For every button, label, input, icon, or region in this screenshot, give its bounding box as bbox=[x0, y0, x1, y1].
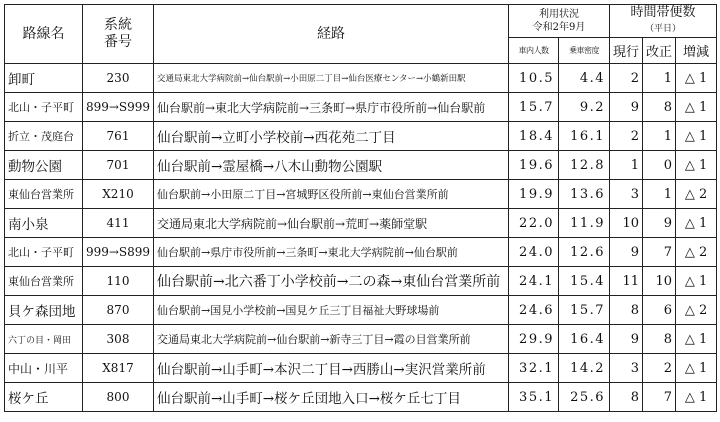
passengers-cell: 24.6 bbox=[509, 296, 559, 325]
revised-cell: 8 bbox=[643, 93, 676, 122]
change-cell: △ 1 bbox=[676, 354, 717, 383]
revised-cell: 6 bbox=[643, 296, 676, 325]
header-current: 現行 bbox=[610, 38, 643, 64]
density-cell: 15.4 bbox=[559, 267, 610, 296]
route-name-cell: 貝ケ森団地 bbox=[5, 296, 83, 325]
revised-cell: 8 bbox=[643, 325, 676, 354]
system-number-cell: 308 bbox=[83, 325, 154, 354]
system-number-cell: 411 bbox=[83, 209, 154, 238]
density-cell: 16.1 bbox=[559, 122, 610, 151]
density-cell: 11.9 bbox=[559, 209, 610, 238]
current-cell: 3 bbox=[610, 180, 643, 209]
route-name-cell: 東仙台営業所 bbox=[5, 180, 83, 209]
table-row bbox=[5, 354, 717, 383]
table-row bbox=[5, 64, 717, 93]
density-cell: 15.7 bbox=[559, 296, 610, 325]
change-cell: △ 1 bbox=[676, 325, 717, 354]
system-number-cell: 899→S999 bbox=[83, 93, 154, 122]
revised-cell: 2 bbox=[643, 354, 676, 383]
change-cell: △ 1 bbox=[676, 122, 717, 151]
system-number-cell: X210 bbox=[83, 180, 154, 209]
current-cell: 3 bbox=[610, 354, 643, 383]
revised-cell: 1 bbox=[643, 180, 676, 209]
route-name-cell: 折立・茂庭台 bbox=[5, 122, 83, 151]
passengers-cell: 18.4 bbox=[509, 122, 559, 151]
route-cell: 交通局東北大学病院前→仙台駅前→小田原二丁目→仙台医療センター→小鶴新田駅 bbox=[154, 64, 509, 93]
route-cell: 仙台駅前→霊屋橋→八木山動物公園駅 bbox=[154, 151, 509, 180]
change-cell: △ 2 bbox=[676, 180, 717, 209]
route-name-cell: 東仙台営業所 bbox=[5, 267, 83, 296]
passengers-cell: 10.5 bbox=[509, 64, 559, 93]
current-cell: 9 bbox=[610, 238, 643, 267]
table-row bbox=[5, 267, 717, 296]
revised-cell: 7 bbox=[643, 383, 676, 412]
system-number-cell: 230 bbox=[83, 64, 154, 93]
header-usage: 利用状況 令和2年9月 bbox=[509, 5, 610, 38]
header-route: 経路 bbox=[154, 5, 509, 64]
route-cell: 仙台駅前→国見小学校前→国見ケ丘三丁目福祉大野球場前 bbox=[154, 296, 509, 325]
route-cell: 交通局東北大学病院前→仙台駅前→新寺三丁目→霞の目営業所前 bbox=[154, 325, 509, 354]
revised-cell: 7 bbox=[643, 238, 676, 267]
current-cell: 2 bbox=[610, 122, 643, 151]
system-number-cell: 761 bbox=[83, 122, 154, 151]
passengers-cell: 22.0 bbox=[509, 209, 559, 238]
header-revised: 改正 bbox=[643, 38, 676, 64]
system-number-cell: 701 bbox=[83, 151, 154, 180]
table-row bbox=[5, 383, 717, 412]
passengers-cell: 35.1 bbox=[509, 383, 559, 412]
system-number-cell: 800 bbox=[83, 383, 154, 412]
route-cell: 仙台駅前→小田原二丁目→宮城野区役所前→東仙台営業所前 bbox=[154, 180, 509, 209]
current-cell: 9 bbox=[610, 325, 643, 354]
table-row bbox=[5, 122, 717, 151]
change-cell: △ 2 bbox=[676, 238, 717, 267]
route-cell: 仙台駅前→山手町→本沢二丁目→西勝山→実沢営業所前 bbox=[154, 354, 509, 383]
route-cell: 仙台駅前→北六番丁小学校前→二の森→東仙台営業所前 bbox=[154, 267, 509, 296]
current-cell: 11 bbox=[610, 267, 643, 296]
current-cell: 8 bbox=[610, 383, 643, 412]
route-name-cell: 動物公園 bbox=[5, 151, 83, 180]
table-row bbox=[5, 209, 717, 238]
density-cell: 14.2 bbox=[559, 354, 610, 383]
revised-cell: 9 bbox=[643, 209, 676, 238]
change-cell: △ 1 bbox=[676, 93, 717, 122]
passengers-cell: 24.0 bbox=[509, 238, 559, 267]
density-cell: 13.6 bbox=[559, 180, 610, 209]
passengers-cell: 15.7 bbox=[509, 93, 559, 122]
passengers-cell: 19.6 bbox=[509, 151, 559, 180]
density-cell: 16.4 bbox=[559, 325, 610, 354]
header-ride-rate: 乗車密度 bbox=[559, 38, 610, 64]
current-cell: 1 bbox=[610, 151, 643, 180]
passengers-cell: 19.9 bbox=[509, 180, 559, 209]
density-cell: 12.8 bbox=[559, 151, 610, 180]
table-row bbox=[5, 151, 717, 180]
bus-route-table bbox=[4, 4, 717, 412]
route-cell: 仙台駅前→県庁市役所前→三条町→東北大学病院前→仙台駅前 bbox=[154, 238, 509, 267]
passengers-cell: 29.9 bbox=[509, 325, 559, 354]
table-row bbox=[5, 180, 717, 209]
passengers-cell: 32.1 bbox=[509, 354, 559, 383]
change-cell: △ 2 bbox=[676, 296, 717, 325]
route-cell: 仙台駅前→山手町→桜ケ丘団地入口→桜ケ丘七丁目 bbox=[154, 383, 509, 412]
current-cell: 8 bbox=[610, 296, 643, 325]
route-name-cell: 南小泉 bbox=[5, 209, 83, 238]
revised-cell: 0 bbox=[643, 151, 676, 180]
route-name-cell: 六丁の目・岡田 bbox=[5, 325, 83, 354]
density-cell: 12.6 bbox=[559, 238, 610, 267]
change-cell: △ 1 bbox=[676, 209, 717, 238]
current-cell: 2 bbox=[610, 64, 643, 93]
change-cell: △ 1 bbox=[676, 383, 717, 412]
table-row bbox=[5, 325, 717, 354]
route-cell: 交通局東北大学病院前→仙台駅前→荒町→薬師堂駅 bbox=[154, 209, 509, 238]
route-cell: 仙台駅前→立町小学校前→西花苑二丁目 bbox=[154, 122, 509, 151]
header-passengers: 車内人数 bbox=[509, 38, 559, 64]
header-timeband: 時間帯便数 （平日） bbox=[610, 5, 717, 38]
system-number-cell: 999→S899 bbox=[83, 238, 154, 267]
density-cell: 9.2 bbox=[559, 93, 610, 122]
table-row bbox=[5, 296, 717, 325]
route-name-cell: 中山・川平 bbox=[5, 354, 83, 383]
table-row bbox=[5, 93, 717, 122]
route-name-cell: 北山・子平町 bbox=[5, 93, 83, 122]
current-cell: 10 bbox=[610, 209, 643, 238]
revised-cell: 10 bbox=[643, 267, 676, 296]
route-name-cell: 卸町 bbox=[5, 64, 83, 93]
passengers-cell: 24.1 bbox=[509, 267, 559, 296]
revised-cell: 1 bbox=[643, 122, 676, 151]
system-number-cell: X817 bbox=[83, 354, 154, 383]
header-change: 増減 bbox=[676, 38, 717, 64]
system-number-cell: 870 bbox=[83, 296, 154, 325]
route-name-cell: 北山・子平町 bbox=[5, 238, 83, 267]
route-cell: 仙台駅前→東北大学病院前→三条町→県庁市役所前→仙台駅前 bbox=[154, 93, 509, 122]
change-cell: △ 1 bbox=[676, 151, 717, 180]
route-name-cell: 桜ケ丘 bbox=[5, 383, 83, 412]
change-cell: △ 1 bbox=[676, 267, 717, 296]
revised-cell: 1 bbox=[643, 64, 676, 93]
density-cell: 25.6 bbox=[559, 383, 610, 412]
density-cell: 4.4 bbox=[559, 64, 610, 93]
change-cell: △ 1 bbox=[676, 64, 717, 93]
current-cell: 9 bbox=[610, 93, 643, 122]
table-row bbox=[5, 238, 717, 267]
header-route-name: 路線名 bbox=[5, 5, 83, 64]
header-system-number: 系統 番号 bbox=[83, 5, 154, 64]
system-number-cell: 110 bbox=[83, 267, 154, 296]
